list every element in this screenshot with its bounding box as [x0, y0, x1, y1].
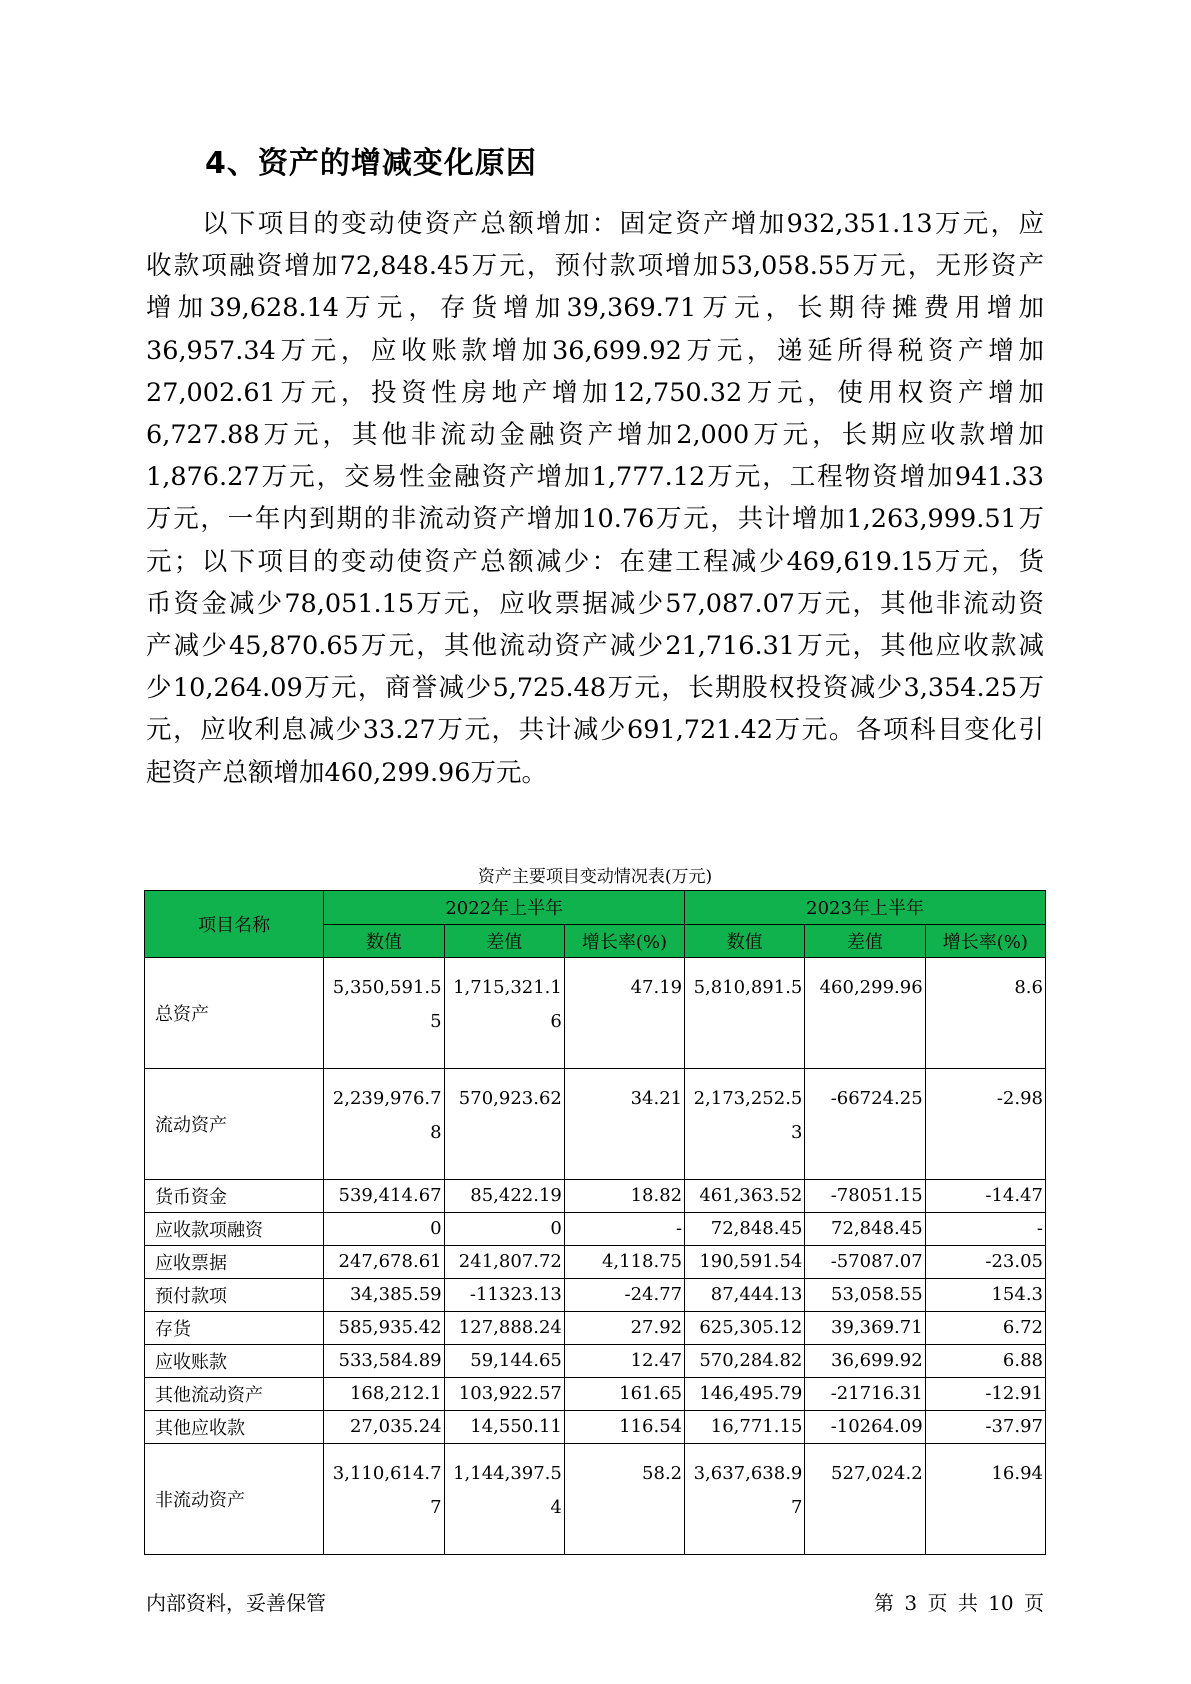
- table-cell: 570,284.82: [685, 1345, 805, 1378]
- table-cell: 72,848.45: [685, 1213, 805, 1246]
- column-header-2022-h1: 2022年上半年: [324, 891, 685, 925]
- asset-change-table: [144, 890, 1046, 1555]
- table-cell: 6.72: [925, 1312, 1045, 1345]
- table-cell: 12.47: [564, 1345, 684, 1378]
- table-cell: 2,173,252.53: [685, 1069, 805, 1180]
- table-cell: 47.19: [564, 958, 684, 1069]
- row-label: 其他应收款: [145, 1411, 324, 1444]
- row-label: 应收款项融资: [145, 1213, 324, 1246]
- table-cell: 1,144,397.54: [444, 1444, 564, 1555]
- table-cell: 527,024.2: [805, 1444, 925, 1555]
- paragraph-line: 产减少45,870.65万元，其他流动资产减少21,716.31万元，其他应收款减: [146, 631, 1044, 662]
- table-cell: 190,591.54: [685, 1246, 805, 1279]
- row-label: 应收票据: [145, 1246, 324, 1279]
- table-cell: 461,363.52: [685, 1180, 805, 1213]
- table-cell: -78051.15: [805, 1180, 925, 1213]
- table-row: [145, 1180, 1046, 1213]
- table-cell: 103,922.57: [444, 1378, 564, 1411]
- row-label: 非流动资产: [145, 1444, 324, 1555]
- table-cell: 27,035.24: [324, 1411, 444, 1444]
- table-cell: 85,422.19: [444, 1180, 564, 1213]
- table-cell: 8.6: [925, 958, 1045, 1069]
- table-row: [145, 1312, 1046, 1345]
- column-header-growth-rate-2023: 增长率(%): [925, 924, 1045, 958]
- table-cell: 16,771.15: [685, 1411, 805, 1444]
- table-row: [145, 958, 1046, 1069]
- table-cell: -66724.25: [805, 1069, 925, 1180]
- paragraph-line: 元，应收利息减少33.27万元，共计减少691,721.42万元。各项科目变化引: [146, 715, 1044, 746]
- table-row: [145, 1345, 1046, 1378]
- paragraph-line: 6,727.88万元，其他非流动金融资产增加2,000万元，长期应收款增加: [146, 420, 1044, 451]
- column-header-2023-h1: 2023年上半年: [685, 891, 1046, 925]
- table-cell: 58.2: [564, 1444, 684, 1555]
- table-cell: -12.91: [925, 1378, 1045, 1411]
- row-label: 货币资金: [145, 1180, 324, 1213]
- footer-confidential-note: 内部资料，妥善保管: [146, 1591, 326, 1615]
- table-cell: 59,144.65: [444, 1345, 564, 1378]
- table-cell: 36,699.92: [805, 1345, 925, 1378]
- column-header-value-2022: 数值: [324, 924, 444, 958]
- table-cell: 34,385.59: [324, 1279, 444, 1312]
- column-header-growth-rate-2022: 增长率(%): [564, 924, 684, 958]
- row-label: 预付款项: [145, 1279, 324, 1312]
- table-cell: 87,444.13: [685, 1279, 805, 1312]
- table-caption: 资产主要项目变动情况表(万元): [477, 867, 713, 887]
- table-cell: 168,212.1: [324, 1378, 444, 1411]
- table-cell: 585,935.42: [324, 1312, 444, 1345]
- table-cell: -57087.07: [805, 1246, 925, 1279]
- table-cell: -11323.13: [444, 1279, 564, 1312]
- table-cell: 3,637,638.97: [685, 1444, 805, 1555]
- table-row: [145, 1444, 1046, 1555]
- table-cell: 625,305.12: [685, 1312, 805, 1345]
- table-cell: -24.77: [564, 1279, 684, 1312]
- paragraph-line: 币资金减少78,051.15万元，应收票据减少57,087.07万元，其他非流动资: [146, 588, 1044, 619]
- paragraph-line: 增加39,628.14万元，存货增加39,369.71万元，长期待摊费用增加: [146, 293, 1044, 324]
- table-cell: 39,369.71: [805, 1312, 925, 1345]
- row-label: 总资产: [145, 958, 324, 1069]
- table-row: [145, 1213, 1046, 1246]
- column-header-difference-2022: 差值: [444, 924, 564, 958]
- table-cell: 27.92: [564, 1312, 684, 1345]
- paragraph-line: 27,002.61万元，投资性房地产增加12,750.32万元，使用权资产增加: [146, 377, 1044, 408]
- table-cell: 570,923.62: [444, 1069, 564, 1180]
- table-cell: 53,058.55: [805, 1279, 925, 1312]
- paragraph-line: 收款项融资增加72,848.45万元，预付款项增加53,058.55万元，无形资产: [146, 251, 1044, 282]
- footer-page-number: 第 3 页 共 10 页: [874, 1591, 1044, 1615]
- section-paragraph: [146, 203, 1044, 794]
- paragraph-line: 万元，一年内到期的非流动资产增加10.76万元，共计增加1,263,999.51万: [146, 504, 1044, 535]
- table-cell: 241,807.72: [444, 1246, 564, 1279]
- row-label: 应收账款: [145, 1345, 324, 1378]
- table-cell: 4,118.75: [564, 1246, 684, 1279]
- table-cell: -14.47: [925, 1180, 1045, 1213]
- paragraph-line: 少10,264.09万元，商誉减少5,725.48万元，长期股权投资减少3,354.25万: [146, 673, 1044, 704]
- paragraph-line: 元；以下项目的变动使资产总额减少：在建工程减少469,619.15万元，货: [146, 546, 1044, 577]
- table-cell: 5,350,591.55: [324, 958, 444, 1069]
- table-cell: 72,848.45: [805, 1213, 925, 1246]
- paragraph-line: 1,876.27万元，交易性金融资产增加1,777.12万元，工程物资增加941.33: [146, 462, 1044, 493]
- row-label: 流动资产: [145, 1069, 324, 1180]
- table-cell: 18.82: [564, 1180, 684, 1213]
- table-cell: -37.97: [925, 1411, 1045, 1444]
- table-cell: 3,110,614.77: [324, 1444, 444, 1555]
- table-cell: 14,550.11: [444, 1411, 564, 1444]
- paragraph-line: 以下项目的变动使资产总额增加：固定资产增加932,351.13万元，应: [202, 209, 1044, 239]
- table-cell: 161.65: [564, 1378, 684, 1411]
- table-row: [145, 1411, 1046, 1444]
- table-cell: 127,888.24: [444, 1312, 564, 1345]
- table-row: [145, 1246, 1046, 1279]
- table-cell: -23.05: [925, 1246, 1045, 1279]
- column-header-item-name: 项目名称: [145, 891, 324, 958]
- table-row: [145, 1279, 1046, 1312]
- column-header-value-2023: 数值: [685, 924, 805, 958]
- table-cell: -: [564, 1213, 684, 1246]
- table-cell: -: [925, 1213, 1045, 1246]
- table-cell: 6.88: [925, 1345, 1045, 1378]
- paragraph-line: 起资产总额增加460,299.96万元。: [146, 757, 548, 788]
- column-header-difference-2023: 差值: [805, 924, 925, 958]
- table-cell: 116.54: [564, 1411, 684, 1444]
- table-cell: 533,584.89: [324, 1345, 444, 1378]
- table-cell: 539,414.67: [324, 1180, 444, 1213]
- table-cell: 0: [324, 1213, 444, 1246]
- table-cell: -2.98: [925, 1069, 1045, 1180]
- table-cell: 460,299.96: [805, 958, 925, 1069]
- table-cell: 0: [444, 1213, 564, 1246]
- table-cell: 146,495.79: [685, 1378, 805, 1411]
- table-cell: 247,678.61: [324, 1246, 444, 1279]
- table-cell: 154.3: [925, 1279, 1045, 1312]
- table-cell: 16.94: [925, 1444, 1045, 1555]
- table-cell: -21716.31: [805, 1378, 925, 1411]
- table-cell: -10264.09: [805, 1411, 925, 1444]
- table-cell: 1,715,321.16: [444, 958, 564, 1069]
- table-cell: 5,810,891.5: [685, 958, 805, 1069]
- row-label: 存货: [145, 1312, 324, 1345]
- table-row: [145, 1378, 1046, 1411]
- table-cell: 34.21: [564, 1069, 684, 1180]
- paragraph-line: 36,957.34万元，应收账款增加36,699.92万元，递延所得税资产增加: [146, 335, 1044, 366]
- row-label: 其他流动资产: [145, 1378, 324, 1411]
- section-heading: 4、资产的增减变化原因: [205, 146, 537, 181]
- table-cell: 2,239,976.78: [324, 1069, 444, 1180]
- table-row: [145, 1069, 1046, 1180]
